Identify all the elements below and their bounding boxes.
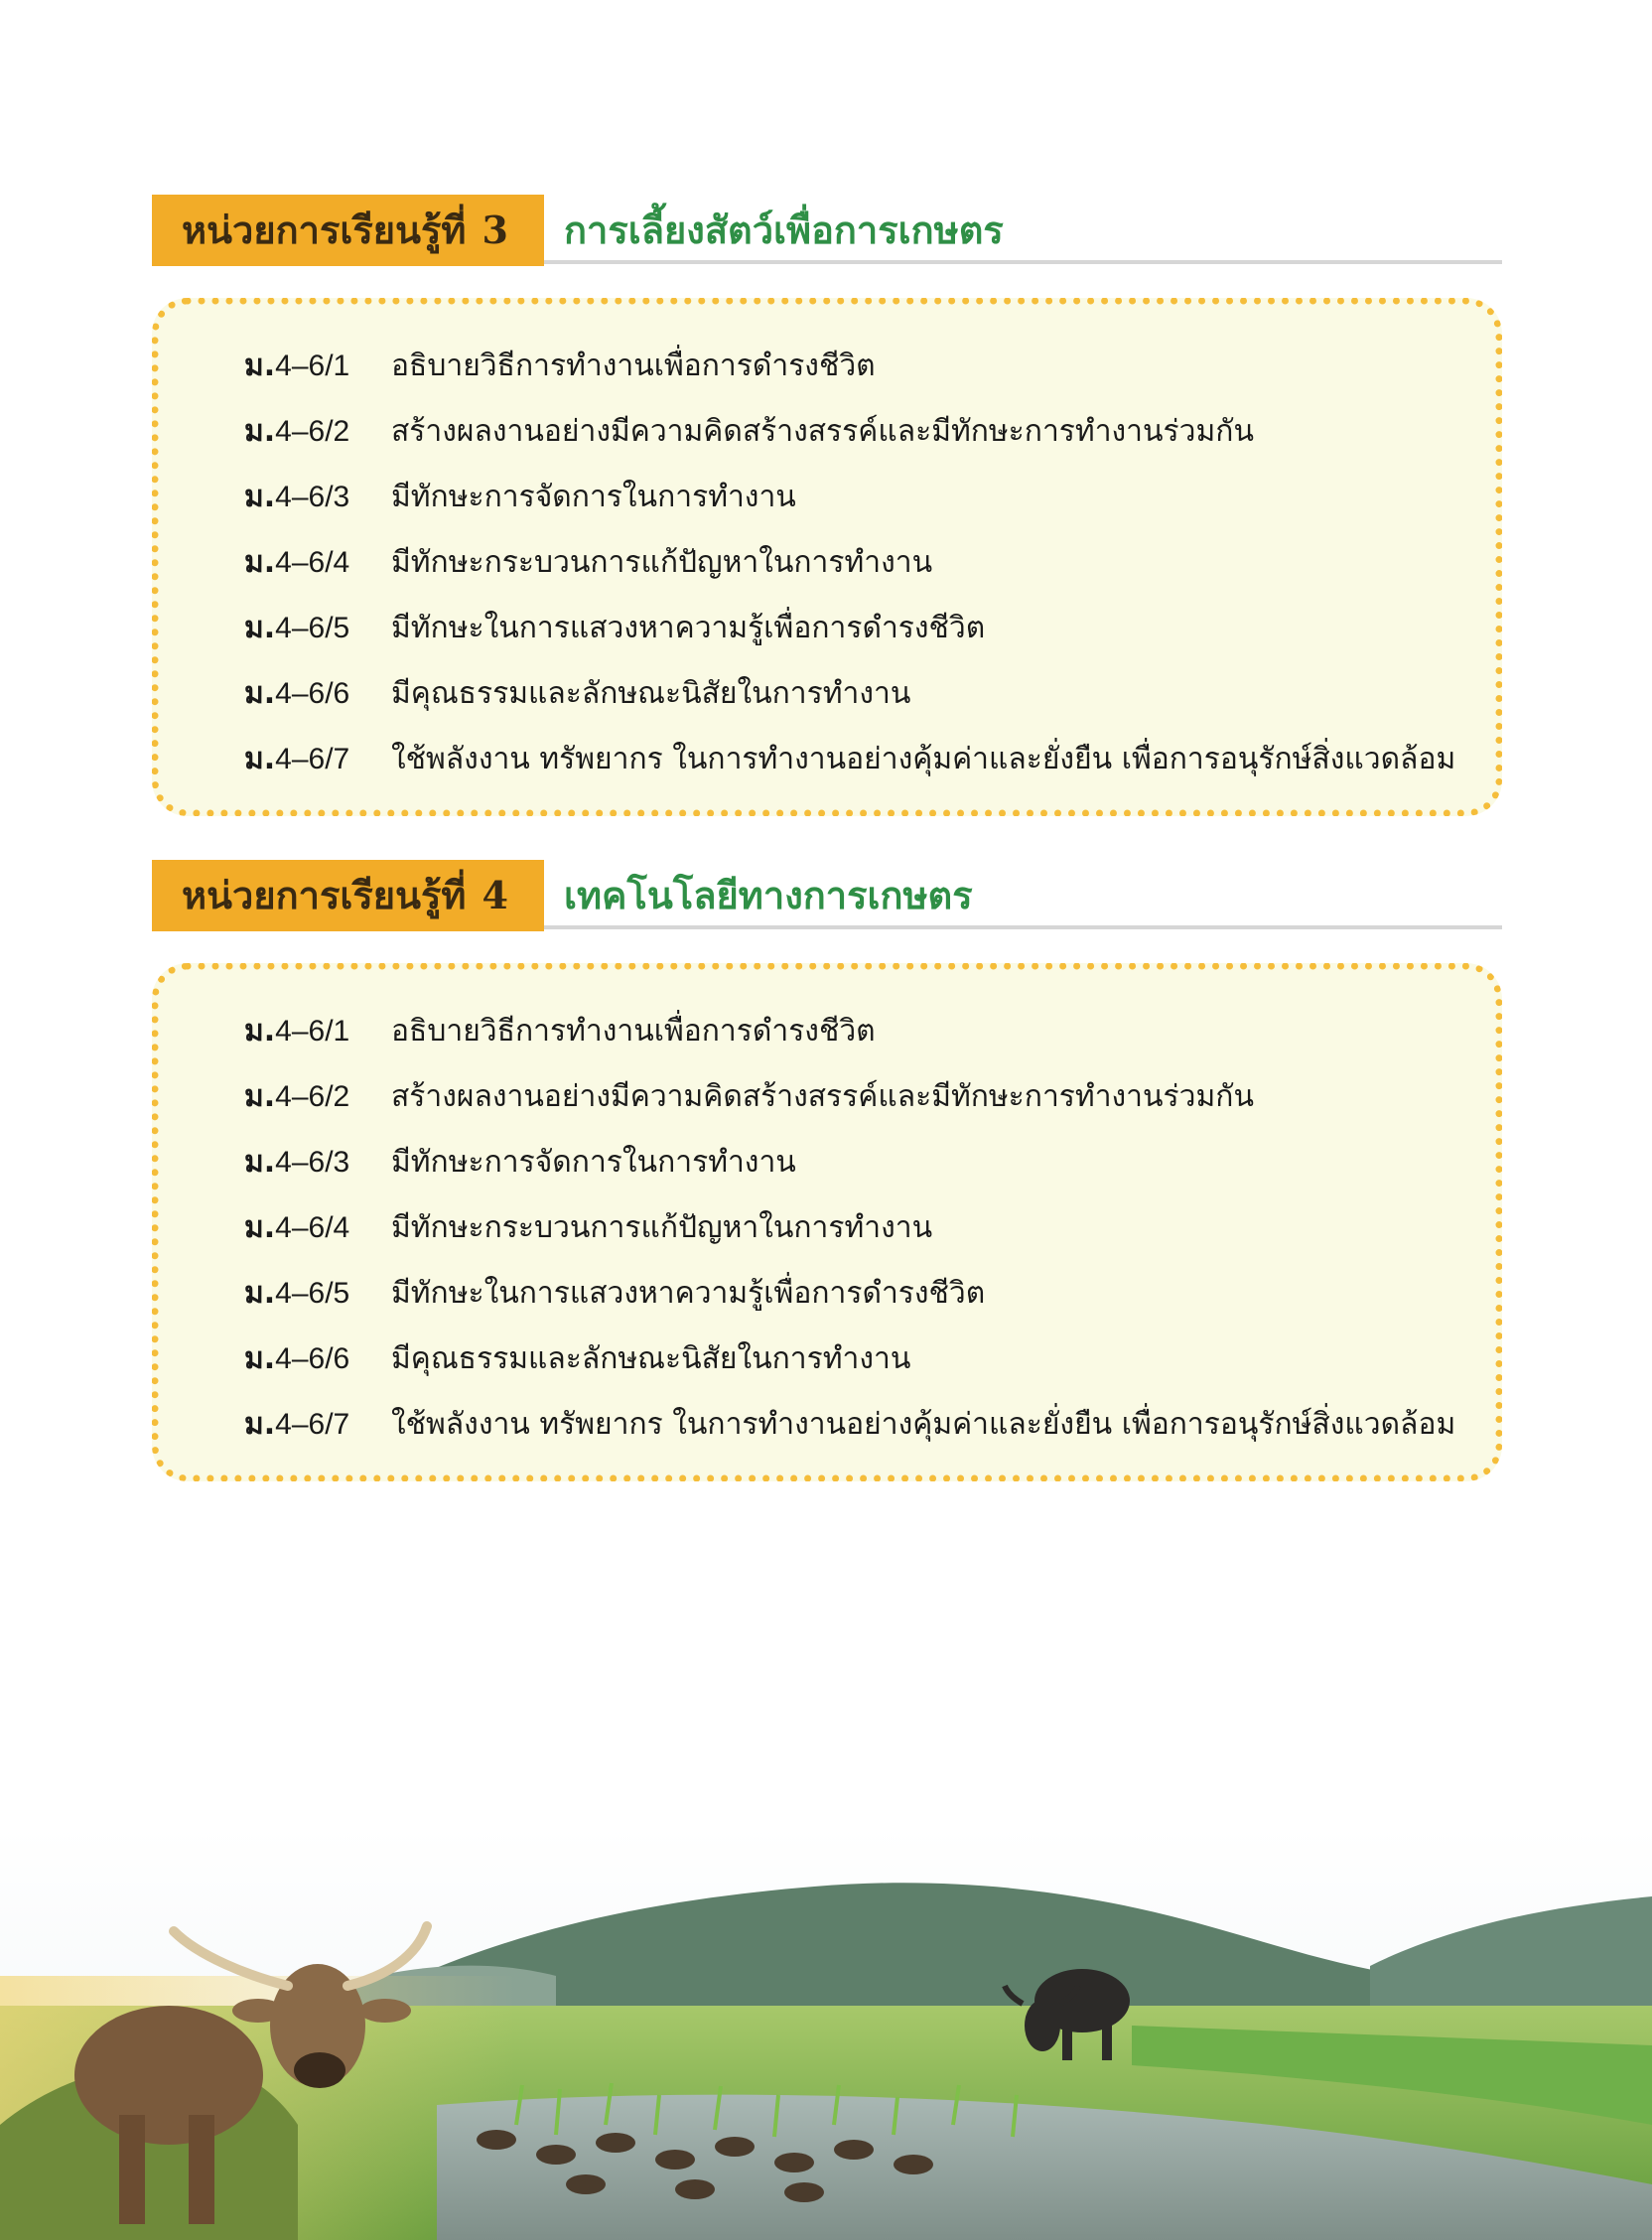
indicator-code: ม.4–6/3 (244, 480, 350, 514)
indicator-row (244, 1339, 910, 1379)
indicator-text: ใช้พลังงาน ทรัพยากร ในการทำงานอย่างคุ้มค่าและยั่งยืน เพื่อการอนุรักษ์สิ่งแวดล้อม (391, 742, 1456, 776)
unit-4-header (152, 860, 1502, 931)
indicator-code: ม.4–6/6 (244, 676, 350, 711)
indicator-code: ม.4–6/7 (244, 1407, 350, 1442)
indicator-code: ม.4–6/1 (244, 1014, 350, 1049)
indicator-row (244, 543, 932, 583)
indicator-row (244, 609, 985, 648)
indicator-text: สร้างผลงานอย่างมีความคิดสร้างสรรค์และมีทักษะการทำงานร่วมกัน (391, 1079, 1254, 1114)
indicator-text: ใช้พลังงาน ทรัพยากร ในการทำงานอย่างคุ้มค่าและยั่งยืน เพื่อการอนุรักษ์สิ่งแวดล้อม (391, 1407, 1456, 1442)
indicator-row (244, 347, 876, 386)
unit-3-header (152, 195, 1502, 266)
unit-number: 3 (482, 208, 508, 252)
indicator-box-unit-4 (152, 963, 1502, 1481)
indicator-row (244, 1077, 1254, 1117)
indicator-row (244, 1012, 876, 1051)
indicator-code: ม.4–6/7 (244, 742, 350, 776)
indicator-row (244, 740, 1455, 779)
indicator-row (244, 1274, 985, 1314)
unit-label-text: หน่วยการเรียนรู้ที่ (182, 873, 467, 917)
indicator-box-unit-3 (152, 298, 1502, 816)
indicator-text: อธิบายวิธีการทำงานเพื่อการดำรงชีวิต (391, 1014, 876, 1049)
indicator-code: ม.4–6/4 (244, 1210, 350, 1245)
indicator-code: ม.4–6/1 (244, 349, 350, 383)
unit-label-text: หน่วยการเรียนรู้ที่ (182, 208, 467, 252)
indicator-text: มีทักษะในการแสวงหาความรู้เพื่อการดำรงชีวิต (391, 1276, 986, 1311)
indicator-text: มีทักษะกระบวนการแก้ปัญหาในการทำงาน (391, 545, 933, 580)
indicator-text: มีคุณธรรมและลักษณะนิสัยในการทำงาน (391, 676, 911, 711)
indicator-text: มีคุณธรรมและลักษณะนิสัยในการทำงาน (391, 1341, 911, 1376)
indicator-code: ม.4–6/6 (244, 1341, 350, 1376)
unit-title: เทคโนโลยีทางการเกษตร (564, 873, 973, 917)
indicator-row (244, 412, 1254, 452)
indicator-code: ม.4–6/3 (244, 1145, 350, 1180)
indicator-code: ม.4–6/4 (244, 545, 350, 580)
unit-label (152, 195, 544, 266)
indicator-row (244, 478, 796, 517)
indicator-code: ม.4–6/5 (244, 611, 350, 645)
indicator-text: สร้างผลงานอย่างมีความคิดสร้างสรรค์และมีทักษะการทำงานร่วมกัน (391, 414, 1254, 449)
indicator-text: มีทักษะการจัดการในการทำงาน (391, 1145, 796, 1180)
indicator-text: มีทักษะในการแสวงหาความรู้เพื่อการดำรงชีวิต (391, 611, 986, 645)
unit-number: 4 (482, 873, 508, 917)
unit-label (152, 860, 544, 931)
indicator-code: ม.4–6/5 (244, 1276, 350, 1311)
indicator-row (244, 1143, 796, 1183)
unit-title: การเลี้ยงสัตว์เพื่อการเกษตร (564, 208, 1004, 252)
indicator-text: อธิบายวิธีการทำงานเพื่อการดำรงชีวิต (391, 349, 876, 383)
indicator-code: ม.4–6/2 (244, 1079, 350, 1114)
indicator-row (244, 1405, 1455, 1445)
indicator-row (244, 674, 910, 714)
indicator-text: มีทักษะกระบวนการแก้ปัญหาในการทำงาน (391, 1210, 933, 1245)
indicator-row (244, 1208, 932, 1248)
indicator-code: ม.4–6/2 (244, 414, 350, 449)
indicator-text: มีทักษะการจัดการในการทำงาน (391, 480, 796, 514)
farm-illustration (0, 1827, 1652, 2240)
